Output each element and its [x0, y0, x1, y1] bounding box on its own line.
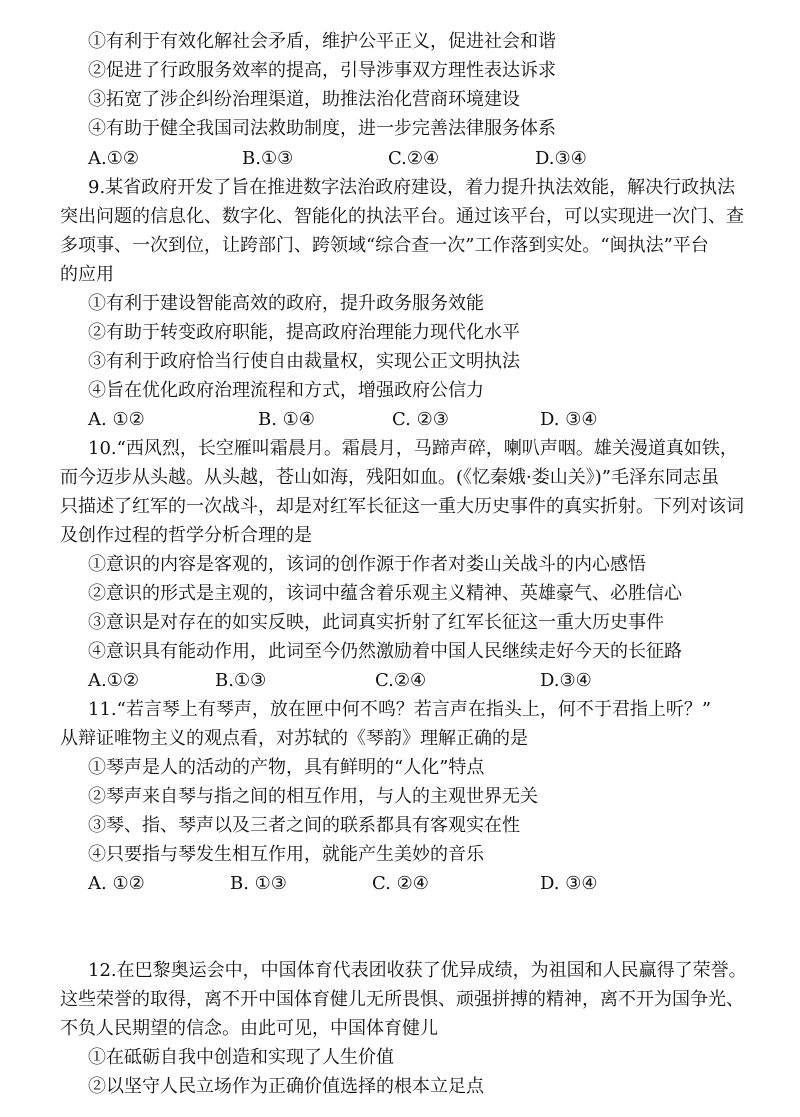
q8-item-4: ④有助于健全我国司法救助制度，进一步完善法律服务体系 — [88, 118, 556, 139]
q11-stem-line-2: 从辩证唯物主义的观点看，对苏轼的《琴韵》理解正确的是 — [60, 728, 528, 749]
q9-option-a: A. ①② — [88, 409, 145, 430]
q9-stem-line-2: 突出问题的信息化、数字化、智能化的执法平台。通过该平台，可以实现进一次门、查 — [60, 206, 744, 227]
q11-option-c: C. ②④ — [372, 873, 429, 894]
q9-stem-line-3: 多项事、一次到位，让跨部门、跨领域“综合查一次”工作落到实处。“闽执法”平台 — [60, 235, 709, 256]
q9-option-b: B. ①④ — [258, 409, 315, 430]
q9-stem-line-1: 9.某省政府开发了旨在推进数字法治政府建设，着力提升执法效能，解决行政执法 — [88, 177, 736, 198]
q10-stem-line-4: 及创作过程的哲学分析合理的是 — [60, 525, 312, 546]
q11-option-d: D. ③④ — [540, 873, 598, 894]
q11-option-b: B. ①③ — [230, 873, 287, 894]
q10-item-1: ①意识的内容是客观的，该词的创作源于作者对娄山关战斗的内心感悟 — [88, 554, 646, 575]
q8-option-a: A.①② — [88, 148, 139, 169]
q10-option-d: D.③④ — [540, 670, 592, 691]
q10-option-c: C.②④ — [375, 670, 427, 691]
q9-stem-line-4: 的应用 — [60, 264, 114, 285]
q11-item-1: ①琴声是人的活动的产物，具有鲜明的“人化”特点 — [88, 757, 485, 778]
q8-item-1: ①有利于有效化解社会矛盾，维护公平正义，促进社会和谐 — [88, 31, 556, 52]
q8-option-d: D.③④ — [535, 148, 587, 169]
q10-stem-line-3: 只描述了红军的一次战斗，却是对红军长征这一重大历史事件的真实折射。下列对该词 — [60, 496, 744, 517]
q8-item-3: ③拓宽了涉企纠纷治理渠道，助推法治化营商环境建设 — [88, 89, 520, 110]
q12-stem-line-1: 12.在巴黎奥运会中，中国体育代表团收获了优异成绩，为祖国和人民赢得了荣誉。 — [88, 960, 747, 981]
q12-item-2: ②以坚守人民立场作为正确价值选择的根本立足点 — [88, 1076, 484, 1097]
q10-option-b: B.①③ — [215, 670, 267, 691]
q8-option-b: B.①③ — [242, 148, 294, 169]
q11-item-4: ④只要指与琴发生相互作用，就能产生美妙的音乐 — [88, 844, 484, 865]
q9-item-3: ③有利于政府恰当行使自由裁量权，实现公正文明执法 — [88, 351, 520, 372]
q10-item-4: ④意识具有能动作用，此词至今仍然激励着中国人民继续走好今天的长征路 — [88, 641, 682, 662]
q9-option-c: C. ②③ — [392, 409, 449, 430]
q11-item-3: ③琴、指、琴声以及三者之间的联系都具有客观实在性 — [88, 815, 520, 836]
q10-item-2: ②意识的形式是主观的，该词中蕴含着乐观主义精神、英雄豪气、必胜信心 — [88, 583, 682, 604]
q11-option-a: A. ①② — [88, 873, 145, 894]
q9-option-d: D. ③④ — [540, 409, 598, 430]
q11-stem-line-1: 11.“若言琴上有琴声，放在匣中何不鸣？若言声在指头上，何不于君指上听？” — [88, 699, 712, 720]
q11-item-2: ②琴声来自琴与指之间的相互作用，与人的主观世界无关 — [88, 786, 538, 807]
q8-item-2: ②促进了行政服务效率的提高，引导涉事双方理性表达诉求 — [88, 60, 556, 81]
q9-item-1: ①有利于建设智能高效的政府，提升政务服务效能 — [88, 293, 484, 314]
q9-item-4: ④旨在优化政府治理流程和方式，增强政府公信力 — [88, 380, 484, 401]
q10-stem-line-2: 而今迈步从头越。从头越，苍山如海，残阳如血。(《忆秦娥·娄山关》)”毛泽东同志虽 — [60, 467, 719, 488]
q12-stem-line-3: 不负人民期望的信念。由此可见，中国体育健儿 — [60, 1018, 438, 1039]
q12-item-1: ①在砥砺自我中创造和实现了人生价值 — [88, 1047, 394, 1068]
q10-option-a: A.①② — [88, 670, 139, 691]
q10-stem-line-1: 10.“西风烈，长空雁叫霜晨月。霜晨月，马蹄声碎，喇叭声咽。雄关漫道真如铁， — [88, 438, 738, 459]
q9-item-2: ②有助于转变政府职能，提高政府治理能力现代化水平 — [88, 322, 520, 343]
q8-option-c: C.②④ — [388, 148, 440, 169]
q10-item-3: ③意识是对存在的如实反映，此词真实折射了红军长征这一重大历史事件 — [88, 612, 664, 633]
q12-stem-line-2: 这些荣誉的取得，离不开中国体育健儿无所畏惧、顽强拼搏的精神，离不开为国争光、 — [60, 989, 744, 1010]
